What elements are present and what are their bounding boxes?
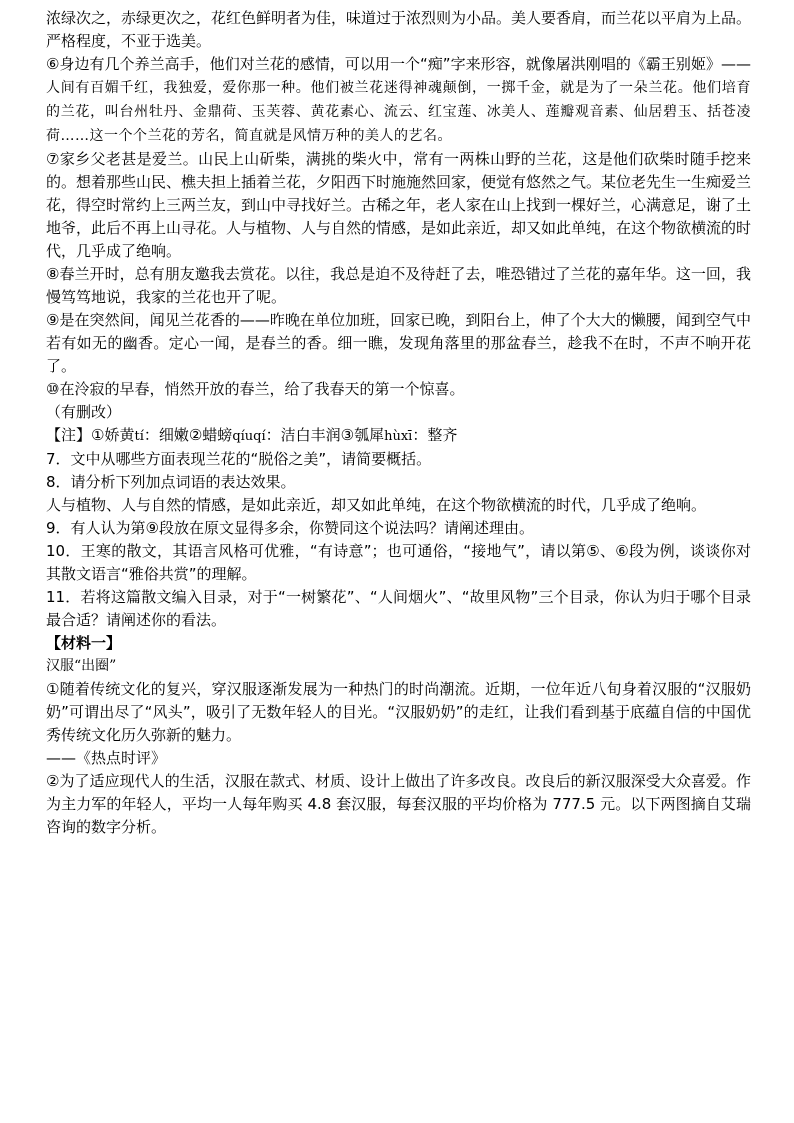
question-8: 8．请分析下列加点词语的表达效果。 <box>46 473 296 491</box>
annotation-item-3: ：洁白丰润③瓠犀 <box>265 426 385 444</box>
paragraph-8: ⑧春兰开时，总有朋友邀我去赏花。以往，我总是迫不及待赶了去，唯恐错过了兰花的嘉年华。这一回，我慢笃笃地说，我家的兰花也开了呢。 <box>46 265 751 306</box>
question-9: 9．有人认为第⑨段放在原文显得多余，你赞同这个说法吗？请阐述理由。 <box>46 519 534 537</box>
annotation-pinyin-1: tí <box>134 429 144 444</box>
hanfu-subtitle: 汉服“出圈” <box>46 658 117 674</box>
paragraph-10: ⑩在泠寂的早春，悄然开放的春兰，给了我春天的第一个惊喜。 <box>46 380 465 398</box>
paragraph-9: ⑨是在突然间，闻见兰花香的——昨晚在单位加班，回家已晚，到阳台上，伸了个大大的懒腰，闻到空气中若有如无的幽香。定心一闻，是春兰的香。细一瞧，发现角落里的那盆春兰，趁我不在时，不声不响开花了。 <box>46 311 751 375</box>
material-source: ——《热点时评》 <box>46 749 167 767</box>
material-paragraph-2: ②为了适应现代人的生活，汉服在款式、材质、设计上做出了许多改良。改良后的新汉服深受大众喜爱。作为主力军的年轻人，平均一人每年购买 4.8 套汉服，每套汉服的平均价格为 777.5 元。以下两图摘自艾瑞咨询的数字分析。 <box>46 772 751 836</box>
annotation-item-1: ①娇黄 <box>91 426 135 444</box>
paragraph-intro: 浓绿次之，赤绿更次之，花红色鲜明者为佳，味道过于浓烈则为小品。美人要香肩，而兰花以平肩为上品。严格程度，不亚于选美。 <box>46 9 752 50</box>
annotation-line <box>46 424 751 448</box>
paragraph-7: ⑦家乡父老甚是爱兰。山民上山斫柴，满挑的柴火中，常有一两株山野的兰花，这是他们砍柴时随手挖来的。想着那些山民、樵夫担上插着兰花，夕阳西下时施施然回家，便觉有悠然之气。某位老先生一生痴爱兰花，得空时常约上三两兰友，到山中寻找好兰。古稀之年，老人家在山上找到一棵好兰，心满意足，谢了土地爷，此后不再上山寻花。人与植物、人与自然的情感，是如此亲近，却又如此单纯，在这个物欲横流的时代，几乎成了绝响。 <box>46 150 752 260</box>
document-page <box>46 7 751 839</box>
annotation-item-2: ：细嫩②蜡螃 <box>143 426 233 444</box>
paragraph-6-lyrics: 人间有百媚千红，我独爱，爱你那一种。他们被兰花迷得神魂颠倒，一掷千金，就是为了一朵兰花。他们培育的兰花，叫台州牡丹、金鼎荷、玉芙蓉、黄花素心、流云、红宝莲、冰美人、莲瓣观音素、仙居碧玉、括苍凌荷……这一个个兰花的芳名，简直就是风情万种的美人的艺名。 <box>46 80 751 144</box>
annotation-label: 【注】 <box>46 426 92 444</box>
paragraph-6-text: ⑥身边有几个养兰高手，他们对兰花的感情，可以用一个“痴”字来形容，就像屠洪刚唱的《霸王别姬》—— <box>46 55 751 73</box>
abridged-note: （有删改） <box>46 403 122 421</box>
material-1-heading: 【材料一】 <box>46 634 122 652</box>
annotation-pinyin-3: hùxī <box>384 429 413 444</box>
question-10: 10．王寒的散文，其语言风格可优雅，“有诗意”；也可通俗，“接地气”，请以第⑤、⑥段为例，谈谈你对其散文语言“雅俗共赏”的理解。 <box>46 542 751 583</box>
question-8-quote: 人与植物、人与自然的情感，是如此亲近，却又如此单纯，在这个物欲横流的时代，几乎成了绝响。 <box>46 496 707 514</box>
annotation-item-4: ：整齐 <box>412 426 458 444</box>
question-7: 7．文中从哪些方面表现兰花的“脱俗之美”，请简要概括。 <box>46 450 432 468</box>
annotation-pinyin-2: qíuqí <box>232 429 266 444</box>
question-11: 11．若将这篇散文编入目录，对于“一树繁花”、“人间烟火”、“故里风物”三个目录，你认为归于哪个目录最合适？请阐述你的看法。 <box>46 588 751 629</box>
paragraph-6 <box>46 53 751 148</box>
material-paragraph-1: ①随着传统文化的复兴，穿汉服逐渐发展为一种热门的时尚潮流。近期，一位年近八旬身着汉服的“汉服奶奶”可谓出尽了“风头”，吸引了无数年轻人的目光。“汉服奶奶”的走红，让我们看到基于底蕴自信的中国优秀传统文化历久弥新的魅力。 <box>46 680 751 744</box>
